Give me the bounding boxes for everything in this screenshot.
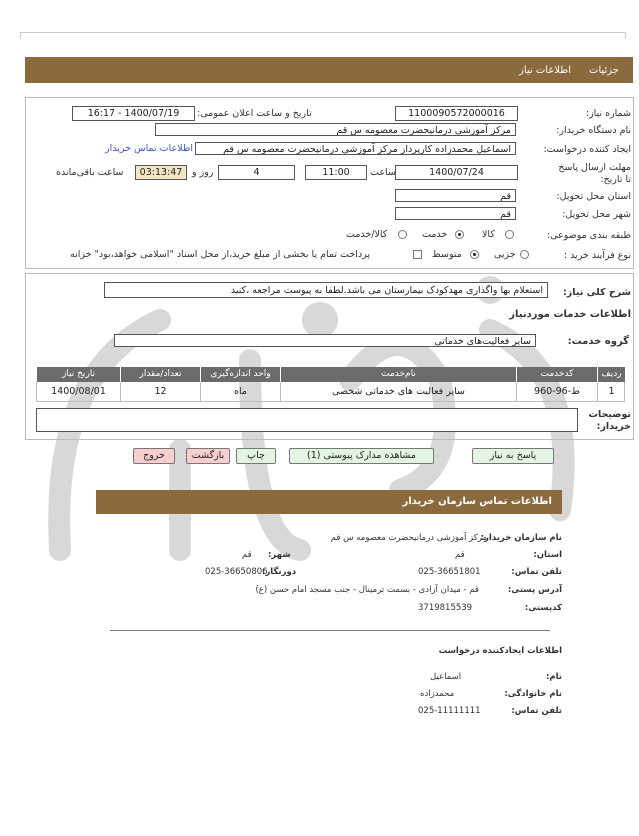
group-field: سایر فعالیت‌های خدماتی xyxy=(114,334,536,347)
days-field: 4 xyxy=(218,165,295,180)
attachments-button[interactable]: مشاهده مدارک پیوستی (1) xyxy=(289,448,434,464)
radio-service-label: خدمت xyxy=(422,229,448,240)
need-number-field: 1100090572000016 xyxy=(395,106,518,121)
table-cell-unit: ماه xyxy=(200,382,280,402)
contact-header xyxy=(96,490,562,514)
name-value: اسماعیل xyxy=(430,672,462,682)
address-value: قم - میدان آزادی - بسمت ترمینال - جنب مسجد امام حسن (ع) xyxy=(255,585,479,595)
city-label: شهر محل تحویل: xyxy=(562,209,631,220)
table-cell-name: سایر فعالیت های خدماتی شخصی xyxy=(280,382,516,402)
th-name: نام‌خدمت xyxy=(280,367,516,382)
fax-label: دورنگار: xyxy=(262,567,297,577)
contact-city-label: شهر: xyxy=(268,550,291,560)
radio-goods-service-label: کالا/خدمت xyxy=(346,229,388,240)
days-label: روز و xyxy=(192,167,214,178)
postal-label: کدپستی: xyxy=(524,603,562,613)
tab-need-info[interactable]: اطلاعات نیاز xyxy=(519,65,571,76)
announce-field: 1400/07/19 - 16:17 xyxy=(72,106,195,121)
services-title: اطلاعات خدمات موردنیاز xyxy=(509,309,631,320)
fax-value: 025-36650806 xyxy=(205,567,268,577)
time-label: ساعت xyxy=(370,167,396,178)
table-cell-qty: 12 xyxy=(120,382,200,402)
deadline-label: مهلت ارسال پاسخ تا تاریخ: xyxy=(558,162,631,185)
th-unit: واحد اندازه‌گیری xyxy=(200,367,280,382)
contact-title: اطلاعات تماس سازمان خریدار xyxy=(402,496,552,507)
creator-phone-label: تلفن تماس: xyxy=(511,706,562,716)
contact-city-value: قم xyxy=(242,550,252,560)
city-field: قم xyxy=(395,207,516,220)
name-label: نام: xyxy=(545,672,562,682)
th-row: ردیف xyxy=(597,367,625,382)
buyer-org-field: مرکز آموزشی درمانیحضرت معصومه س قم xyxy=(155,123,516,136)
province-label: استان محل تحویل: xyxy=(556,191,631,202)
radio-goods[interactable] xyxy=(505,230,514,239)
org-value: مرکز آموزشی درمانیحضرت معصومه س قم xyxy=(330,533,487,543)
group-label: گروه خدمت: xyxy=(567,336,629,347)
creator-title: اطلاعات ایجادکننده درخواست xyxy=(438,646,562,656)
radio-medium-label: متوسط xyxy=(432,249,462,260)
payment-checkbox[interactable] xyxy=(413,250,422,259)
process-label: نوع فرآیند خرید : xyxy=(563,250,631,261)
radio-partial[interactable] xyxy=(520,250,529,259)
table-cell-row: 1 xyxy=(597,382,625,402)
contact-phone-label: تلفن تماس: xyxy=(511,567,562,577)
family-value: محمدزاده xyxy=(420,689,455,699)
contact-province-label: استان: xyxy=(533,550,562,560)
radio-partial-label: جزیی xyxy=(494,249,516,260)
th-date: تاریخ نیاز xyxy=(36,367,120,382)
top-nav-bar xyxy=(25,57,633,83)
exit-button[interactable]: خروج xyxy=(133,448,175,464)
radio-goods-service[interactable] xyxy=(398,230,407,239)
creator-phone-value: 025-11111111 xyxy=(418,706,481,716)
print-button[interactable]: چاپ xyxy=(236,448,276,464)
contact-phone-value: 025-36651801 xyxy=(418,567,481,577)
postal-value: 3719815539 xyxy=(418,603,473,613)
deadline-date-field: 1400/07/24 xyxy=(395,165,518,180)
reply-button[interactable]: پاسخ به نیاز xyxy=(472,448,554,464)
payment-note: پرداخت تمام یا بخشی از مبلغ خرید،از محل اسناد "اسلامی خواهد،بود" خزانه xyxy=(70,249,370,260)
buyer-notes-field xyxy=(36,408,578,432)
desc-label: شرح کلی نیاز: xyxy=(562,287,631,298)
family-label: نام خانوادگی: xyxy=(504,689,562,699)
province-field: قم xyxy=(395,189,516,202)
radio-medium[interactable] xyxy=(470,250,479,259)
back-button[interactable]: بازگشت xyxy=(186,448,230,464)
contact-province-value: قم xyxy=(455,550,465,560)
announce-label: تاریخ و ساعت اعلان عمومی: xyxy=(197,108,312,119)
category-label: طبقه بندی موضوعی: xyxy=(546,230,631,241)
org-label: نام سازمان خریدار: xyxy=(480,533,562,543)
address-label: آدرس پستی: xyxy=(507,585,562,595)
buyer-org-label: نام دستگاه خریدار: xyxy=(556,125,631,136)
th-code: کدخدمت xyxy=(516,367,597,382)
tab-details[interactable]: جزئیات xyxy=(589,65,619,76)
radio-goods-label: کالا xyxy=(482,229,495,240)
remaining-label: ساعت باقی‌مانده xyxy=(56,167,124,178)
th-qty: تعداد/مقدار xyxy=(120,367,200,382)
buyer-contact-link[interactable]: اطلاعات تماس خریدار xyxy=(105,143,194,154)
desc-field: استعلام بها واگذاری مهدکودک بیمارستان می باشد.لطفا به پیوست مراجعه ،کنید xyxy=(104,282,548,298)
buyer-notes-label: توضیحات خریدار: xyxy=(588,409,631,432)
table-cell-date: 1400/08/01 xyxy=(36,382,120,402)
table-cell-code: ط-96-960 xyxy=(516,382,597,402)
contact-divider xyxy=(110,630,550,631)
radio-service[interactable] xyxy=(455,230,464,239)
outer-frame-top xyxy=(20,32,626,39)
creator-label: ایجاد کننده درخواست: xyxy=(543,144,631,155)
remaining-time-field: 03:13:47 xyxy=(135,165,187,180)
need-number-label: شماره نیاز: xyxy=(585,108,631,119)
creator-field: اسماعیل محمدزاده کارپرداز مرکز آموزشی درمانیحضرت معصومه س قم xyxy=(195,142,516,155)
time-field: 11:00 xyxy=(305,165,367,180)
